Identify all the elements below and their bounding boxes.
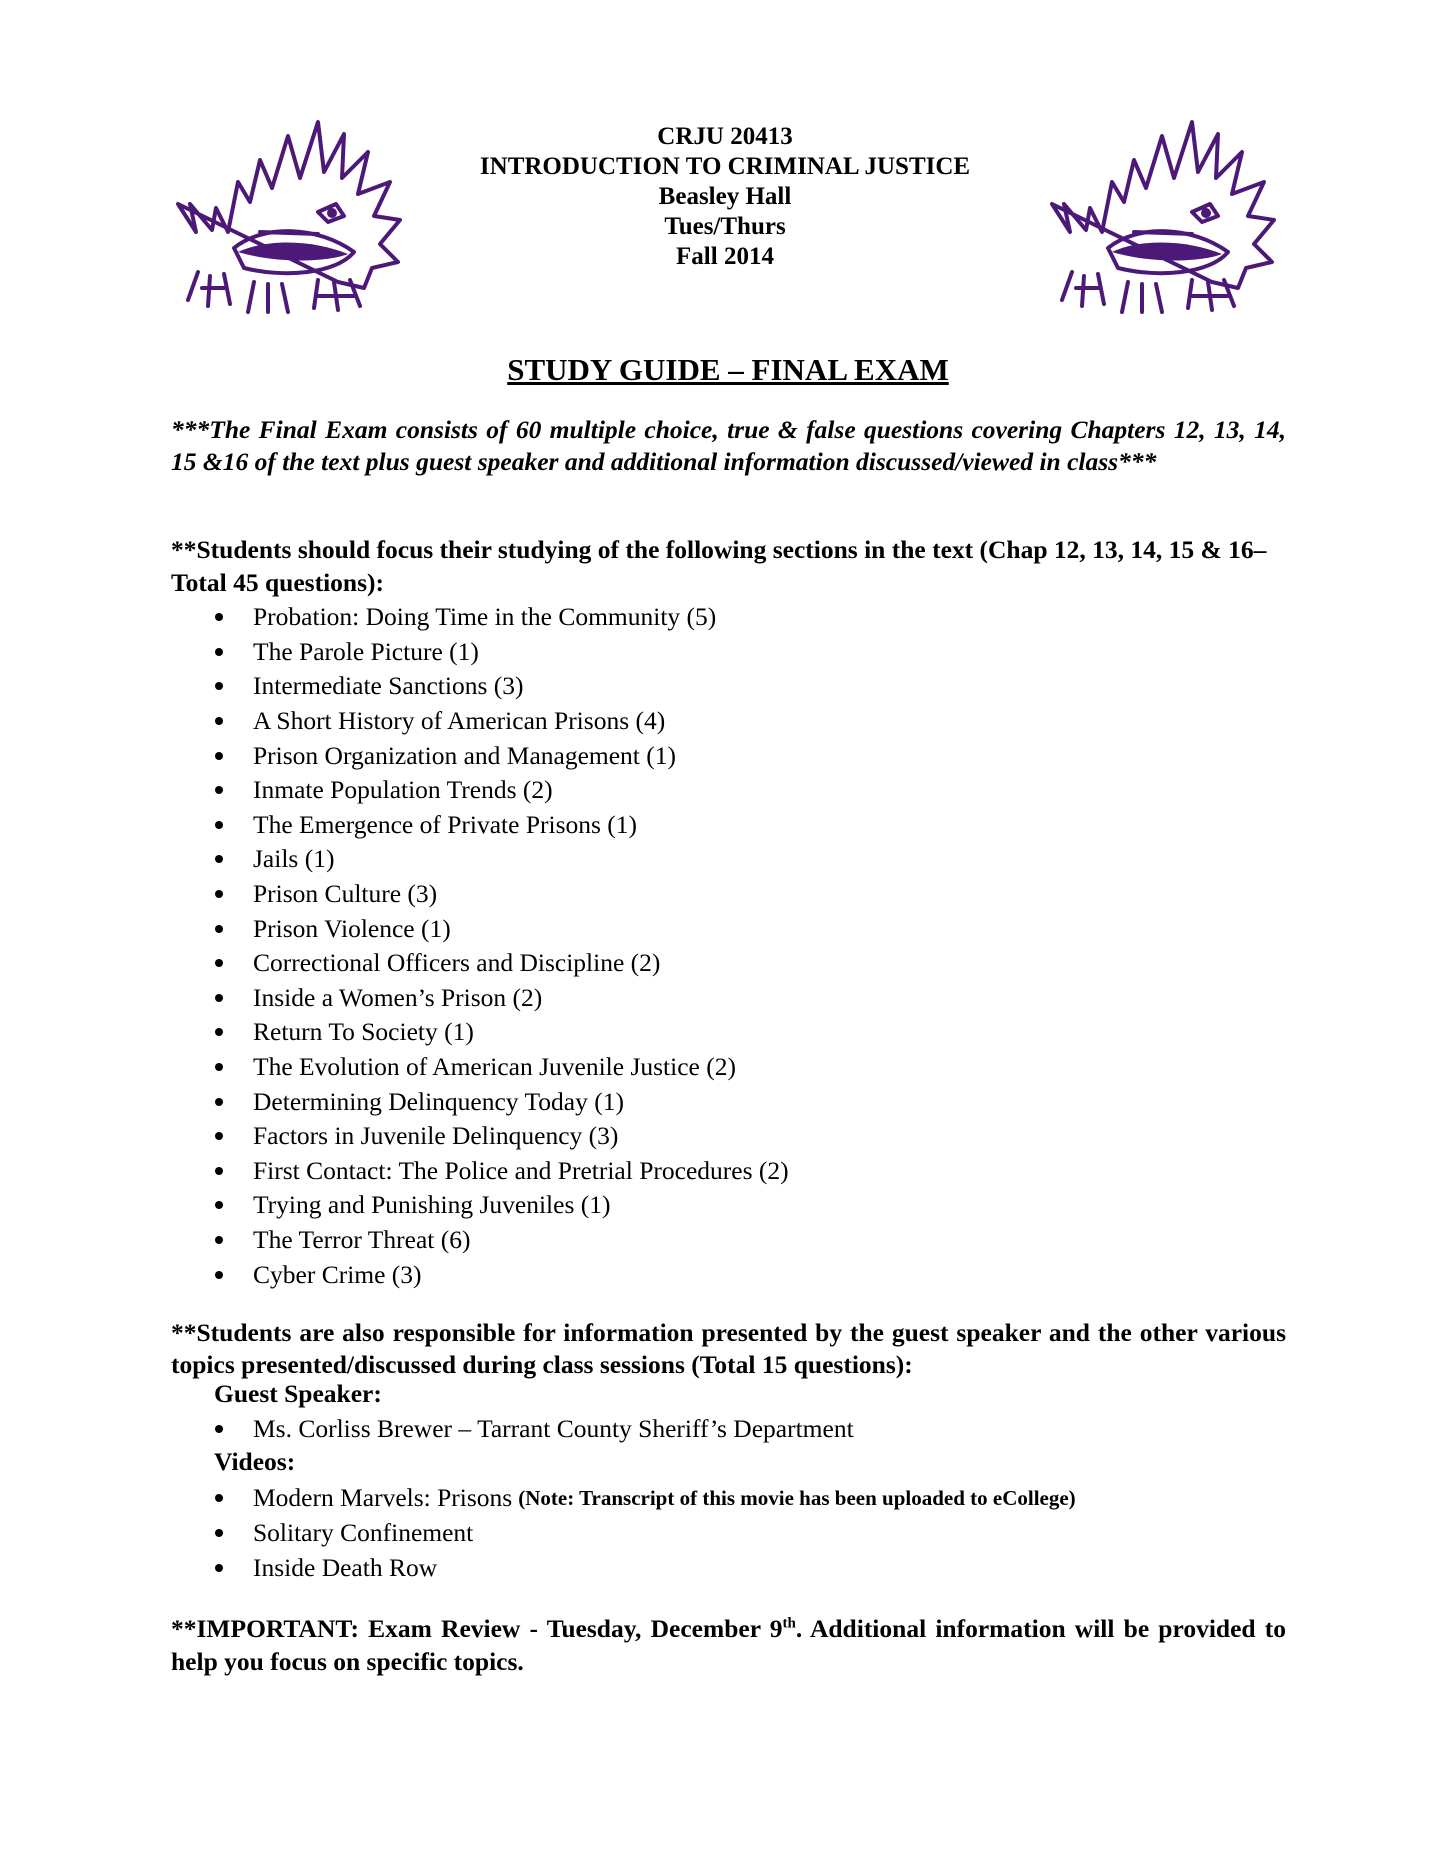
topic-label: Probation: Doing Time in the Community (5) [253,602,717,632]
bullet-icon [215,752,223,760]
bullet-icon [215,1494,223,1502]
list-item [215,635,1265,670]
list-item [215,1050,1265,1085]
bullet-icon [215,786,223,794]
list-item [215,669,1265,704]
topic-label: Prison Violence (1) [253,913,451,943]
guest-speaker-list [215,1412,854,1446]
course-name: INTRODUCTION TO CRIMINAL JUSTICE [479,153,971,180]
bullet-icon [215,1425,223,1433]
topic-label: Return To Society (1) [253,1017,474,1047]
list-item [215,1257,1265,1292]
topic-label: The Evolution of American Juvenile Justice (2) [253,1052,736,1082]
topic-label: Prison Culture (3) [253,879,438,909]
bullet-icon [215,682,223,690]
bullet-icon [215,1271,223,1279]
bullet-icon [215,1132,223,1140]
list-item [215,911,1265,946]
video-title: Solitary Confinement [253,1517,474,1547]
topic-label: Intermediate Sanctions (3) [253,671,524,701]
course-code: CRJU 20413 [657,123,793,150]
bullet-icon [215,1063,223,1071]
topic-list [215,600,1265,1292]
list-item [215,877,1265,912]
topic-label: The Emergence of Private Prisons (1) [253,809,638,839]
bullet-icon [215,648,223,656]
video-note: (Note: Transcript of this movie has been uploaded to eCollege) [518,1485,1076,1510]
list-item [215,1084,1265,1119]
videos-heading: Videos: [214,1447,296,1476]
bullet-icon [215,1564,223,1572]
list-item [215,773,1265,808]
topic-label: Inmate Population Trends (2) [253,775,553,805]
topic-label: Jails (1) [253,844,335,874]
video-title: Modern Marvels: Prisons [253,1482,513,1512]
course-header [420,122,1030,272]
bullet-icon [215,890,223,898]
list-item [215,1412,854,1446]
document-title: STUDY GUIDE – FINAL EXAM [507,352,949,387]
list-item [215,1515,1076,1550]
list-item [215,981,1265,1016]
bullet-icon [215,1201,223,1209]
important-sup: th [782,1615,796,1632]
bullet-icon [215,994,223,1002]
video-title: Inside Death Row [253,1552,438,1582]
list-item [215,600,1265,635]
bullet-icon [215,717,223,725]
exam-intro: ***The Final Exam consists of 60 multiple choice, true & false questions covering Chapters 12, 13, 14, 15 &16 of the text plus guest speaker and additional information discussed/viewed in class*** [171,415,1286,476]
topic-label: Inside a Women’s Prison (2) [253,982,543,1012]
list-item [215,808,1265,843]
list-item [215,1154,1265,1189]
topic-label: Prison Organization and Management (1) [253,740,677,770]
topic-label: A Short History of American Prisons (4) [253,706,666,736]
topic-label: The Parole Picture (1) [253,636,479,666]
bullet-icon [215,1098,223,1106]
list-item [215,704,1265,739]
guest-speaker-heading: Guest Speaker: [214,1379,382,1408]
topic-label: Determining Delinquency Today (1) [253,1086,624,1116]
guest-speaker-name: Ms. Corliss Brewer – Tarrant County Sheriff’s Department [253,1414,854,1443]
course-term: Fall 2014 [676,243,774,270]
list-item [215,738,1265,773]
bullet-icon [215,855,223,863]
list-item [215,946,1265,981]
bullet-icon [215,1529,223,1537]
important-rest: . Additional information will be provided to help you focus on specific topics. [171,1614,1286,1676]
important-lead: **IMPORTANT: Exam Review - Tuesday, December 9 [171,1614,783,1643]
list-item [215,842,1265,877]
bullet-icon [215,613,223,621]
bullet-icon [215,1236,223,1244]
list-item [215,1015,1265,1050]
bullet-icon [215,959,223,967]
horned-frog-mascot-icon-right [1042,112,1282,317]
topic-label: First Contact: The Police and Pretrial Procedures (2) [253,1155,789,1185]
list-item [215,1188,1265,1223]
bullet-icon [215,1028,223,1036]
bullet-icon [215,821,223,829]
course-location: Beasley Hall [658,183,792,210]
topic-label: Correctional Officers and Discipline (2) [253,948,661,978]
topic-label: Trying and Punishing Juveniles (1) [253,1190,611,1220]
topic-label: The Terror Threat (6) [253,1224,471,1254]
additional-responsibility: **Students are also responsible for information presented by the guest speaker and the other various topics presented/discussed during class sessions (Total 15 questions): [171,1318,1286,1379]
list-item [215,1223,1265,1258]
horned-frog-mascot-icon-left [168,112,408,317]
topic-label: Factors in Juvenile Delinquency (3) [253,1121,619,1151]
important-notice [171,1612,1286,1678]
list-item [215,1119,1265,1154]
course-days: Tues/Thurs [664,213,786,240]
video-list [215,1480,1076,1585]
list-item [215,1550,1076,1585]
topic-label: Cyber Crime (3) [253,1259,422,1289]
list-item [215,1480,1076,1515]
bullet-icon [215,925,223,933]
bullet-icon [215,1167,223,1175]
focus-instructions: **Students should focus their studying of the following sections in the text (Chap 12, 13, 14, 15 & 16–Total 45 questions): [171,535,1267,597]
